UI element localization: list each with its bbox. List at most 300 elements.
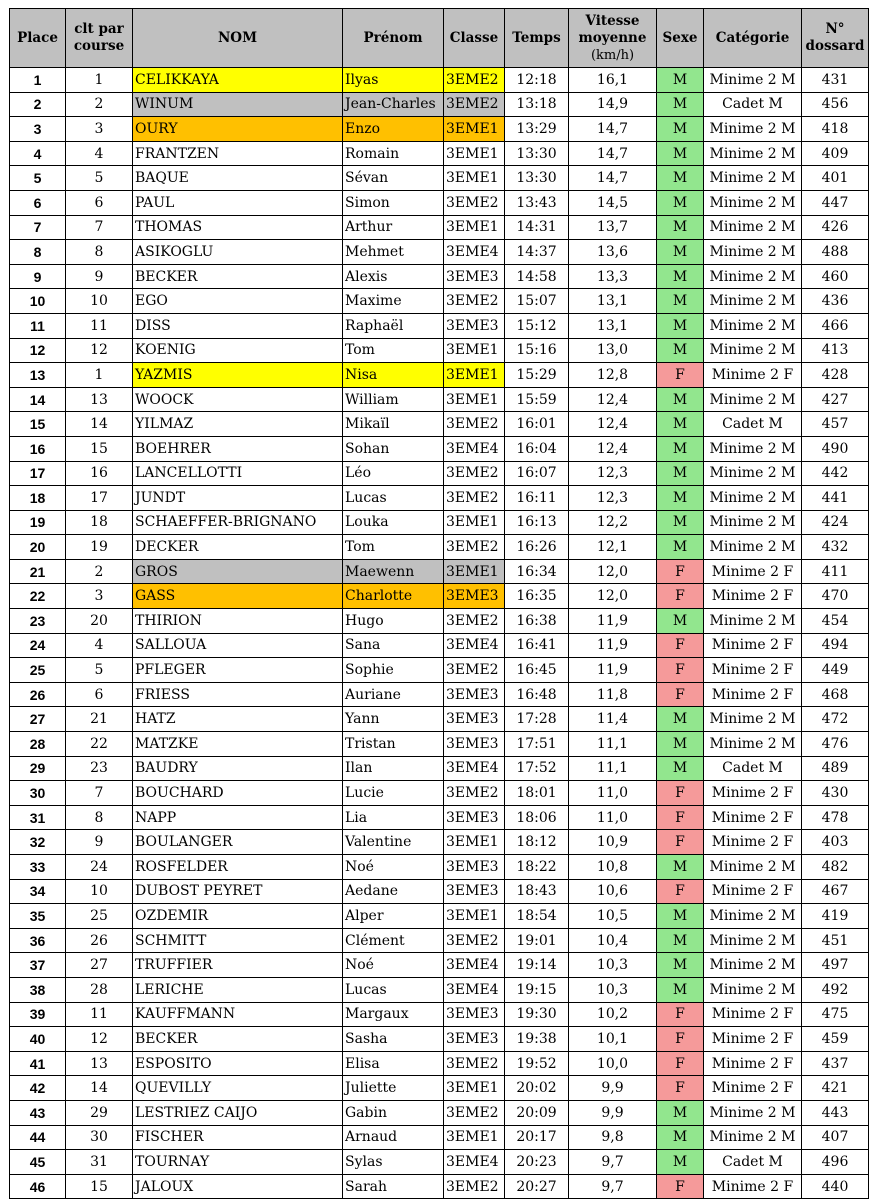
cell-vitesse: 14,9 (569, 92, 657, 117)
cell-nom: PAUL (133, 190, 343, 215)
cell-categorie: Minime 2 M (704, 855, 802, 880)
cell-prenom: Charlotte (343, 584, 444, 609)
cell-temps: 13:30 (505, 166, 569, 191)
table-row (10, 486, 869, 511)
cell-place: 21 (10, 559, 66, 584)
cell-temps: 18:12 (505, 830, 569, 855)
cell-temps: 16:38 (505, 609, 569, 634)
cell-categorie: Minime 2 M (704, 1100, 802, 1125)
cell-temps: 18:43 (505, 879, 569, 904)
cell-place: 4 (10, 141, 66, 166)
cell-vitesse: 9,9 (569, 1100, 657, 1125)
cell-clt: 16 (66, 461, 133, 486)
cell-prenom: Sarah (343, 1174, 444, 1199)
cell-sexe: M (657, 928, 704, 953)
cell-classe: 3EME4 (444, 436, 505, 461)
cell-temps: 16:45 (505, 658, 569, 683)
cell-clt: 5 (66, 166, 133, 191)
cell-sexe: F (657, 781, 704, 806)
cell-categorie: Minime 2 M (704, 904, 802, 929)
cell-categorie: Minime 2 F (704, 879, 802, 904)
cell-temps: 16:34 (505, 559, 569, 584)
cell-temps: 16:11 (505, 486, 569, 511)
cell-classe: 3EME2 (444, 1051, 505, 1076)
cell-sexe: M (657, 977, 704, 1002)
cell-classe: 3EME1 (444, 363, 505, 388)
cell-categorie: Minime 2 F (704, 1051, 802, 1076)
cell-prenom: Lucas (343, 977, 444, 1002)
cell-nom: FISCHER (133, 1125, 343, 1150)
table-row (10, 92, 869, 117)
table-row (10, 1100, 869, 1125)
cell-temps: 16:26 (505, 535, 569, 560)
cell-prenom: Sasha (343, 1027, 444, 1052)
cell-prenom: Lia (343, 805, 444, 830)
cell-prenom: Romain (343, 141, 444, 166)
cell-prenom: Hugo (343, 609, 444, 634)
cell-classe: 3EME2 (444, 928, 505, 953)
cell-prenom: Lucie (343, 781, 444, 806)
cell-place: 5 (10, 166, 66, 191)
cell-vitesse: 16,1 (569, 68, 657, 93)
cell-vitesse: 10,3 (569, 977, 657, 1002)
cell-sexe: M (657, 215, 704, 240)
cell-vitesse: 11,9 (569, 633, 657, 658)
cell-categorie: Minime 2 M (704, 732, 802, 757)
cell-nom: TOURNAY (133, 1150, 343, 1175)
cell-classe: 3EME3 (444, 682, 505, 707)
cell-nom: TRUFFIER (133, 953, 343, 978)
table-row (10, 1125, 869, 1150)
cell-nom: PFLEGER (133, 658, 343, 683)
cell-temps: 13:29 (505, 117, 569, 142)
cell-prenom: Jean-Charles (343, 92, 444, 117)
cell-dossard: 489 (802, 756, 869, 781)
cell-dossard: 494 (802, 633, 869, 658)
cell-categorie: Minime 2 M (704, 510, 802, 535)
cell-dossard: 454 (802, 609, 869, 634)
cell-dossard: 426 (802, 215, 869, 240)
cell-nom: ROSFELDER (133, 855, 343, 880)
cell-place: 11 (10, 313, 66, 338)
cell-vitesse: 9,9 (569, 1076, 657, 1101)
cell-nom: BAQUE (133, 166, 343, 191)
cell-nom: FRIESS (133, 682, 343, 707)
table-row (10, 707, 869, 732)
cell-nom: LANCELLOTTI (133, 461, 343, 486)
cell-dossard: 403 (802, 830, 869, 855)
header-vitesse (569, 9, 657, 68)
cell-sexe: F (657, 1002, 704, 1027)
cell-nom: BOULANGER (133, 830, 343, 855)
table-row (10, 117, 869, 142)
cell-place: 44 (10, 1125, 66, 1150)
cell-categorie: Cadet M (704, 1150, 802, 1175)
cell-temps: 18:01 (505, 781, 569, 806)
cell-place: 22 (10, 584, 66, 609)
cell-place: 41 (10, 1051, 66, 1076)
cell-sexe: F (657, 363, 704, 388)
cell-sexe: M (657, 92, 704, 117)
cell-clt: 13 (66, 387, 133, 412)
cell-nom: YAZMIS (133, 363, 343, 388)
cell-temps: 15:29 (505, 363, 569, 388)
cell-place: 46 (10, 1174, 66, 1199)
cell-clt: 29 (66, 1100, 133, 1125)
cell-classe: 3EME3 (444, 313, 505, 338)
cell-categorie: Minime 2 M (704, 313, 802, 338)
cell-classe: 3EME3 (444, 707, 505, 732)
cell-sexe: M (657, 412, 704, 437)
cell-prenom: Auriane (343, 682, 444, 707)
table-row (10, 977, 869, 1002)
cell-prenom: Lucas (343, 486, 444, 511)
cell-clt: 9 (66, 264, 133, 289)
cell-dossard: 440 (802, 1174, 869, 1199)
cell-place: 40 (10, 1027, 66, 1052)
cell-nom: OURY (133, 117, 343, 142)
cell-place: 12 (10, 338, 66, 363)
cell-dossard: 428 (802, 363, 869, 388)
cell-dossard: 478 (802, 805, 869, 830)
cell-prenom: Alexis (343, 264, 444, 289)
cell-place: 7 (10, 215, 66, 240)
cell-dossard: 457 (802, 412, 869, 437)
cell-clt: 15 (66, 436, 133, 461)
cell-nom: NAPP (133, 805, 343, 830)
cell-nom: BOUCHARD (133, 781, 343, 806)
cell-categorie: Minime 2 F (704, 1002, 802, 1027)
cell-clt: 8 (66, 805, 133, 830)
cell-prenom: Sylas (343, 1150, 444, 1175)
table-row (10, 953, 869, 978)
cell-sexe: M (657, 264, 704, 289)
cell-dossard: 449 (802, 658, 869, 683)
cell-vitesse: 11,8 (569, 682, 657, 707)
cell-vitesse: 10,9 (569, 830, 657, 855)
cell-categorie: Minime 2 M (704, 338, 802, 363)
cell-prenom: Nisa (343, 363, 444, 388)
cell-categorie: Minime 2 M (704, 215, 802, 240)
cell-place: 13 (10, 363, 66, 388)
cell-categorie: Minime 2 F (704, 658, 802, 683)
cell-place: 6 (10, 190, 66, 215)
table-row (10, 1076, 869, 1101)
cell-categorie: Minime 2 M (704, 289, 802, 314)
cell-dossard: 443 (802, 1100, 869, 1125)
table-row (10, 805, 869, 830)
table-row (10, 338, 869, 363)
cell-vitesse: 12,3 (569, 461, 657, 486)
cell-clt: 18 (66, 510, 133, 535)
cell-clt: 8 (66, 240, 133, 265)
cell-place: 23 (10, 609, 66, 634)
cell-classe: 3EME3 (444, 1027, 505, 1052)
cell-sexe: M (657, 166, 704, 191)
cell-prenom: Arthur (343, 215, 444, 240)
cell-nom: DISS (133, 313, 343, 338)
cell-categorie: Minime 2 M (704, 486, 802, 511)
cell-clt: 12 (66, 1027, 133, 1052)
cell-temps: 17:52 (505, 756, 569, 781)
cell-sexe: M (657, 436, 704, 461)
cell-nom: KAUFFMANN (133, 1002, 343, 1027)
cell-classe: 3EME1 (444, 904, 505, 929)
cell-clt: 12 (66, 338, 133, 363)
header-dossard: N° dossard (802, 9, 869, 68)
table-row (10, 904, 869, 929)
cell-clt: 9 (66, 830, 133, 855)
cell-nom: DUBOST PEYRET (133, 879, 343, 904)
cell-place: 9 (10, 264, 66, 289)
cell-vitesse: 12,3 (569, 486, 657, 511)
cell-vitesse: 11,1 (569, 732, 657, 757)
cell-sexe: M (657, 1100, 704, 1125)
cell-place: 15 (10, 412, 66, 437)
cell-sexe: M (657, 707, 704, 732)
header-temps: Temps (505, 9, 569, 68)
cell-categorie: Minime 2 F (704, 363, 802, 388)
cell-nom: BECKER (133, 264, 343, 289)
cell-place: 35 (10, 904, 66, 929)
cell-dossard: 496 (802, 1150, 869, 1175)
table-row (10, 412, 869, 437)
cell-temps: 13:30 (505, 141, 569, 166)
cell-place: 32 (10, 830, 66, 855)
cell-place: 19 (10, 510, 66, 535)
cell-sexe: M (657, 904, 704, 929)
cell-categorie: Minime 2 M (704, 117, 802, 142)
cell-temps: 18:06 (505, 805, 569, 830)
cell-sexe: M (657, 240, 704, 265)
cell-clt: 11 (66, 313, 133, 338)
cell-nom: SALLOUA (133, 633, 343, 658)
cell-dossard: 490 (802, 436, 869, 461)
table-row (10, 1150, 869, 1175)
cell-dossard: 447 (802, 190, 869, 215)
header-sexe: Sexe (657, 9, 704, 68)
cell-sexe: F (657, 658, 704, 683)
cell-sexe: M (657, 117, 704, 142)
cell-categorie: Cadet M (704, 92, 802, 117)
cell-dossard: 492 (802, 977, 869, 1002)
cell-temps: 19:01 (505, 928, 569, 953)
cell-prenom: Ilyas (343, 68, 444, 93)
cell-vitesse: 11,9 (569, 658, 657, 683)
cell-sexe: M (657, 855, 704, 880)
header-prenom: Prénom (343, 9, 444, 68)
cell-categorie: Minime 2 M (704, 190, 802, 215)
cell-nom: CELIKKAYA (133, 68, 343, 93)
cell-classe: 3EME3 (444, 1002, 505, 1027)
cell-nom: QUEVILLY (133, 1076, 343, 1101)
table-row (10, 510, 869, 535)
cell-vitesse: 10,1 (569, 1027, 657, 1052)
cell-categorie: Minime 2 F (704, 1076, 802, 1101)
table-header (10, 9, 869, 68)
header-vitesse-label: Vitesse moyenne (578, 12, 647, 46)
cell-categorie: Minime 2 F (704, 1174, 802, 1199)
cell-temps: 12:18 (505, 68, 569, 93)
cell-vitesse: 12,0 (569, 584, 657, 609)
cell-classe: 3EME1 (444, 166, 505, 191)
cell-vitesse: 12,2 (569, 510, 657, 535)
cell-categorie: Minime 2 F (704, 559, 802, 584)
header-place: Place (10, 9, 66, 68)
cell-vitesse: 12,4 (569, 387, 657, 412)
cell-classe: 3EME2 (444, 461, 505, 486)
cell-vitesse: 9,8 (569, 1125, 657, 1150)
cell-classe: 3EME3 (444, 264, 505, 289)
cell-prenom: Mehmet (343, 240, 444, 265)
cell-classe: 3EME3 (444, 584, 505, 609)
cell-classe: 3EME2 (444, 1100, 505, 1125)
cell-categorie: Minime 2 M (704, 436, 802, 461)
cell-clt: 4 (66, 633, 133, 658)
table-row (10, 387, 869, 412)
cell-temps: 16:48 (505, 682, 569, 707)
cell-clt: 22 (66, 732, 133, 757)
cell-prenom: Juliette (343, 1076, 444, 1101)
cell-clt: 20 (66, 609, 133, 634)
cell-classe: 3EME1 (444, 830, 505, 855)
cell-place: 42 (10, 1076, 66, 1101)
cell-place: 16 (10, 436, 66, 461)
cell-temps: 16:13 (505, 510, 569, 535)
table-body (10, 68, 869, 1199)
cell-vitesse: 13,3 (569, 264, 657, 289)
cell-categorie: Minime 2 F (704, 1027, 802, 1052)
cell-dossard: 430 (802, 781, 869, 806)
cell-clt: 1 (66, 68, 133, 93)
cell-dossard: 418 (802, 117, 869, 142)
cell-clt: 1 (66, 363, 133, 388)
cell-vitesse: 10,4 (569, 928, 657, 953)
cell-vitesse: 11,0 (569, 781, 657, 806)
cell-sexe: M (657, 756, 704, 781)
cell-clt: 30 (66, 1125, 133, 1150)
cell-place: 10 (10, 289, 66, 314)
cell-dossard: 482 (802, 855, 869, 880)
cell-nom: ASIKOGLU (133, 240, 343, 265)
cell-categorie: Minime 2 M (704, 166, 802, 191)
cell-classe: 3EME2 (444, 535, 505, 560)
cell-temps: 20:02 (505, 1076, 569, 1101)
cell-dossard: 488 (802, 240, 869, 265)
cell-temps: 16:04 (505, 436, 569, 461)
cell-prenom: Gabin (343, 1100, 444, 1125)
cell-clt: 6 (66, 190, 133, 215)
cell-classe: 3EME2 (444, 658, 505, 683)
cell-prenom: Sohan (343, 436, 444, 461)
cell-vitesse: 12,8 (569, 363, 657, 388)
table-row (10, 732, 869, 757)
cell-dossard: 409 (802, 141, 869, 166)
cell-categorie: Minime 2 M (704, 535, 802, 560)
cell-vitesse: 13,6 (569, 240, 657, 265)
cell-nom: MATZKE (133, 732, 343, 757)
cell-vitesse: 10,2 (569, 1002, 657, 1027)
cell-classe: 3EME2 (444, 190, 505, 215)
cell-clt: 3 (66, 584, 133, 609)
cell-nom: ESPOSITO (133, 1051, 343, 1076)
cell-categorie: Minime 2 M (704, 707, 802, 732)
cell-place: 27 (10, 707, 66, 732)
cell-classe: 3EME4 (444, 240, 505, 265)
cell-categorie: Minime 2 M (704, 461, 802, 486)
table-row (10, 535, 869, 560)
cell-classe: 3EME1 (444, 338, 505, 363)
header-row (10, 9, 869, 68)
cell-prenom: Sévan (343, 166, 444, 191)
cell-temps: 15:07 (505, 289, 569, 314)
cell-vitesse: 14,7 (569, 117, 657, 142)
cell-prenom: Aedane (343, 879, 444, 904)
cell-dossard: 413 (802, 338, 869, 363)
cell-sexe: M (657, 338, 704, 363)
cell-place: 33 (10, 855, 66, 880)
cell-nom: FRANTZEN (133, 141, 343, 166)
cell-categorie: Minime 2 M (704, 68, 802, 93)
cell-place: 14 (10, 387, 66, 412)
cell-vitesse: 12,4 (569, 436, 657, 461)
cell-classe: 3EME4 (444, 977, 505, 1002)
cell-sexe: M (657, 141, 704, 166)
cell-temps: 20:17 (505, 1125, 569, 1150)
cell-classe: 3EME2 (444, 289, 505, 314)
cell-clt: 7 (66, 215, 133, 240)
cell-prenom: Mikaïl (343, 412, 444, 437)
cell-prenom: Valentine (343, 830, 444, 855)
cell-classe: 3EME2 (444, 781, 505, 806)
cell-place: 43 (10, 1100, 66, 1125)
cell-prenom: Maxime (343, 289, 444, 314)
cell-prenom: Arnaud (343, 1125, 444, 1150)
cell-clt: 7 (66, 781, 133, 806)
cell-dossard: 472 (802, 707, 869, 732)
cell-vitesse: 10,6 (569, 879, 657, 904)
cell-prenom: Elisa (343, 1051, 444, 1076)
cell-vitesse: 13,0 (569, 338, 657, 363)
cell-prenom: Yann (343, 707, 444, 732)
table-row (10, 928, 869, 953)
cell-temps: 13:43 (505, 190, 569, 215)
cell-dossard: 424 (802, 510, 869, 535)
cell-sexe: F (657, 584, 704, 609)
cell-dossard: 442 (802, 461, 869, 486)
cell-clt: 19 (66, 535, 133, 560)
cell-nom: EGO (133, 289, 343, 314)
cell-clt: 11 (66, 1002, 133, 1027)
cell-classe: 3EME3 (444, 732, 505, 757)
cell-nom: WINUM (133, 92, 343, 117)
cell-vitesse: 14,7 (569, 166, 657, 191)
table-row (10, 166, 869, 191)
cell-dossard: 431 (802, 68, 869, 93)
cell-categorie: Minime 2 M (704, 977, 802, 1002)
cell-vitesse: 10,5 (569, 904, 657, 929)
cell-clt: 28 (66, 977, 133, 1002)
cell-sexe: M (657, 1125, 704, 1150)
cell-temps: 15:59 (505, 387, 569, 412)
cell-classe: 3EME2 (444, 609, 505, 634)
cell-dossard: 476 (802, 732, 869, 757)
cell-dossard: 437 (802, 1051, 869, 1076)
cell-place: 29 (10, 756, 66, 781)
cell-temps: 16:01 (505, 412, 569, 437)
header-clt: clt par course (66, 9, 133, 68)
table-row (10, 240, 869, 265)
